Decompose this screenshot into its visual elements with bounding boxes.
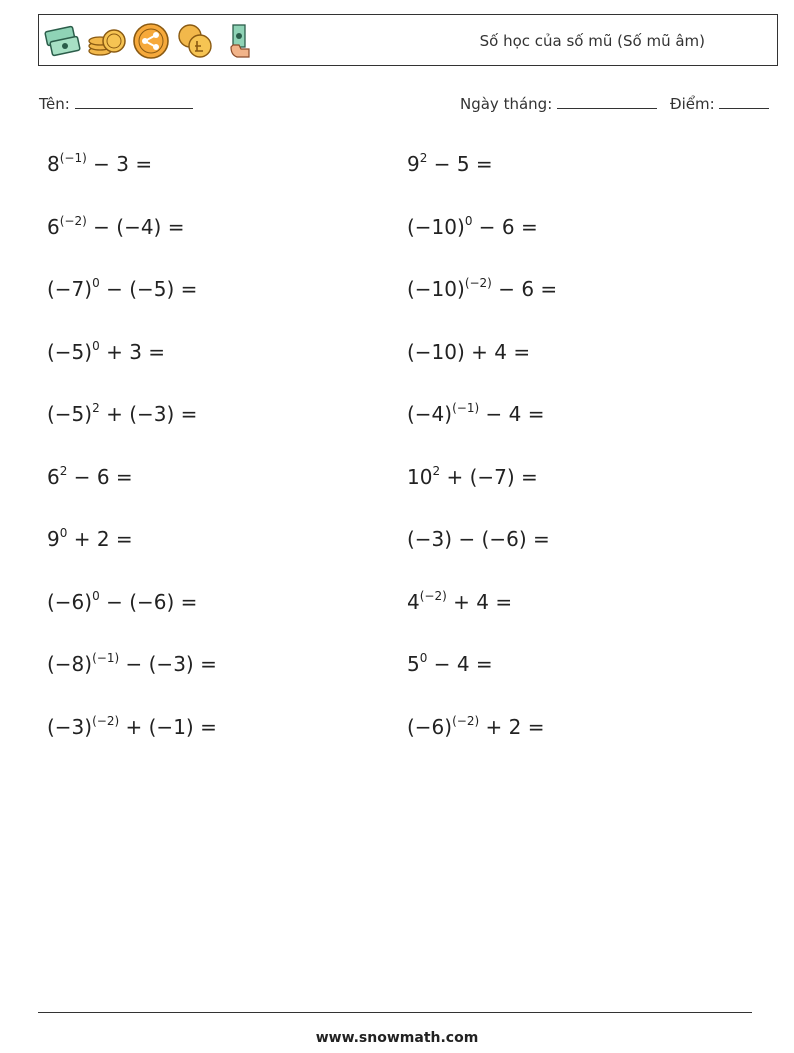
problem-rest: + (−7) = [440, 464, 538, 489]
problem-exponent: 2 [432, 463, 441, 478]
date-field [460, 94, 657, 113]
problem-item [47, 152, 152, 176]
problem-item [47, 277, 197, 301]
problem-exponent: 0 [92, 338, 100, 353]
header-box [38, 14, 778, 66]
problem-item [407, 402, 544, 426]
problem-rest: + 3 = [99, 339, 166, 364]
problem-exponent: 2 [59, 463, 68, 478]
problem-item [47, 715, 217, 739]
problem-item [407, 715, 544, 739]
name-blank[interactable] [75, 94, 193, 109]
problem-base: 10 [407, 464, 433, 489]
problem-rest: − 3 = [86, 152, 153, 176]
name-field [39, 94, 193, 113]
problem-exponent: (−2) [452, 713, 480, 728]
problem-exponent: 0 [464, 213, 473, 228]
problem-rest: − 6 = [491, 277, 558, 301]
score-blank[interactable] [719, 94, 769, 109]
problem-rest: − 6 = [67, 464, 133, 489]
problem-base: 9 [407, 152, 420, 176]
problem-rest: − 6 = [472, 214, 538, 239]
problem-base: 6 [47, 214, 60, 239]
problem-rest: + 2 = [67, 527, 133, 551]
problem-item [407, 590, 512, 614]
footer-site: www.snowmath.com [315, 1030, 479, 1046]
problem-base: 5 [407, 652, 420, 676]
problem-base: 4 [407, 589, 420, 614]
problem-item [407, 277, 557, 301]
money-bills-icon [43, 21, 83, 61]
problem-rest: + (−1) = [119, 714, 217, 739]
problem-base: (−3) [47, 714, 93, 739]
date-label: Ngày tháng: [460, 95, 553, 113]
problem-base: (−6) [47, 589, 93, 614]
problem-exponent: 0 [92, 588, 100, 603]
problem-item [407, 152, 493, 176]
problem-rest: − 4 = [479, 402, 545, 426]
problem-rest: − 4 = [427, 652, 493, 676]
problem-exponent: 2 [92, 401, 100, 415]
date-blank[interactable] [557, 94, 657, 109]
problem-base: (−4) [407, 402, 453, 426]
problem-base: (−6) [407, 714, 453, 739]
problem-base: (−7) [47, 277, 93, 301]
problem-base: 8 [47, 152, 60, 176]
share-coin-icon [131, 21, 171, 61]
problem-exponent: (−1) [59, 151, 87, 165]
problem-base: 6 [47, 464, 60, 489]
problem-exponent: (−1) [452, 401, 480, 415]
problem-item [47, 402, 197, 426]
problem-exponent: 0 [419, 651, 428, 665]
problem-base: (−10) [407, 277, 465, 301]
problem-rest: + 4 = [446, 589, 513, 614]
problem-item [47, 215, 184, 239]
problem-rest: − (−3) = [119, 652, 217, 676]
footer-divider [38, 1012, 752, 1013]
problem-item [47, 527, 133, 551]
problem-exponent: (−2) [464, 276, 492, 290]
problem-base: (−5) [47, 339, 93, 364]
problem-exponent: 0 [59, 526, 68, 540]
hand-cash-icon [219, 21, 259, 61]
problem-exponent: (−2) [419, 588, 447, 603]
problem-item [407, 465, 538, 489]
header-icons [43, 21, 259, 61]
score-field [670, 94, 769, 113]
problem-exponent: (−2) [59, 213, 87, 228]
name-label: Tên: [39, 95, 70, 113]
problem-rest: − (−6) = [99, 589, 198, 614]
problem-rest: + 2 = [479, 714, 545, 739]
problem-item [47, 340, 165, 364]
problem-exponent: (−2) [92, 713, 120, 728]
problem-base: (−3) − (−6) = [407, 527, 550, 551]
problem-base: (−8) [47, 652, 93, 676]
problem-rest: − (−5) = [99, 277, 198, 301]
problem-rest: + (−3) = [99, 402, 198, 426]
problem-rest: − 5 = [427, 152, 493, 176]
problem-rest: − (−4) = [86, 214, 185, 239]
score-label: Điểm: [670, 95, 715, 113]
problem-exponent: 2 [419, 151, 428, 165]
problem-base: 9 [47, 527, 60, 551]
yen-pound-coins-icon [175, 21, 215, 61]
problem-item [47, 652, 217, 676]
problem-item [407, 340, 530, 364]
problem-exponent: 0 [92, 276, 100, 290]
coin-stack-icon [87, 21, 127, 61]
problem-item [407, 652, 493, 676]
problem-item [47, 465, 133, 489]
problem-base: (−10) + 4 = [407, 339, 531, 364]
problem-base: (−10) [407, 214, 465, 239]
problem-item [407, 215, 538, 239]
problem-exponent: (−1) [92, 651, 120, 665]
problem-item [47, 590, 197, 614]
problem-item [407, 527, 550, 551]
problem-base: (−5) [47, 402, 93, 426]
worksheet-title: Số học của số mũ (Số mũ âm) [479, 32, 705, 50]
